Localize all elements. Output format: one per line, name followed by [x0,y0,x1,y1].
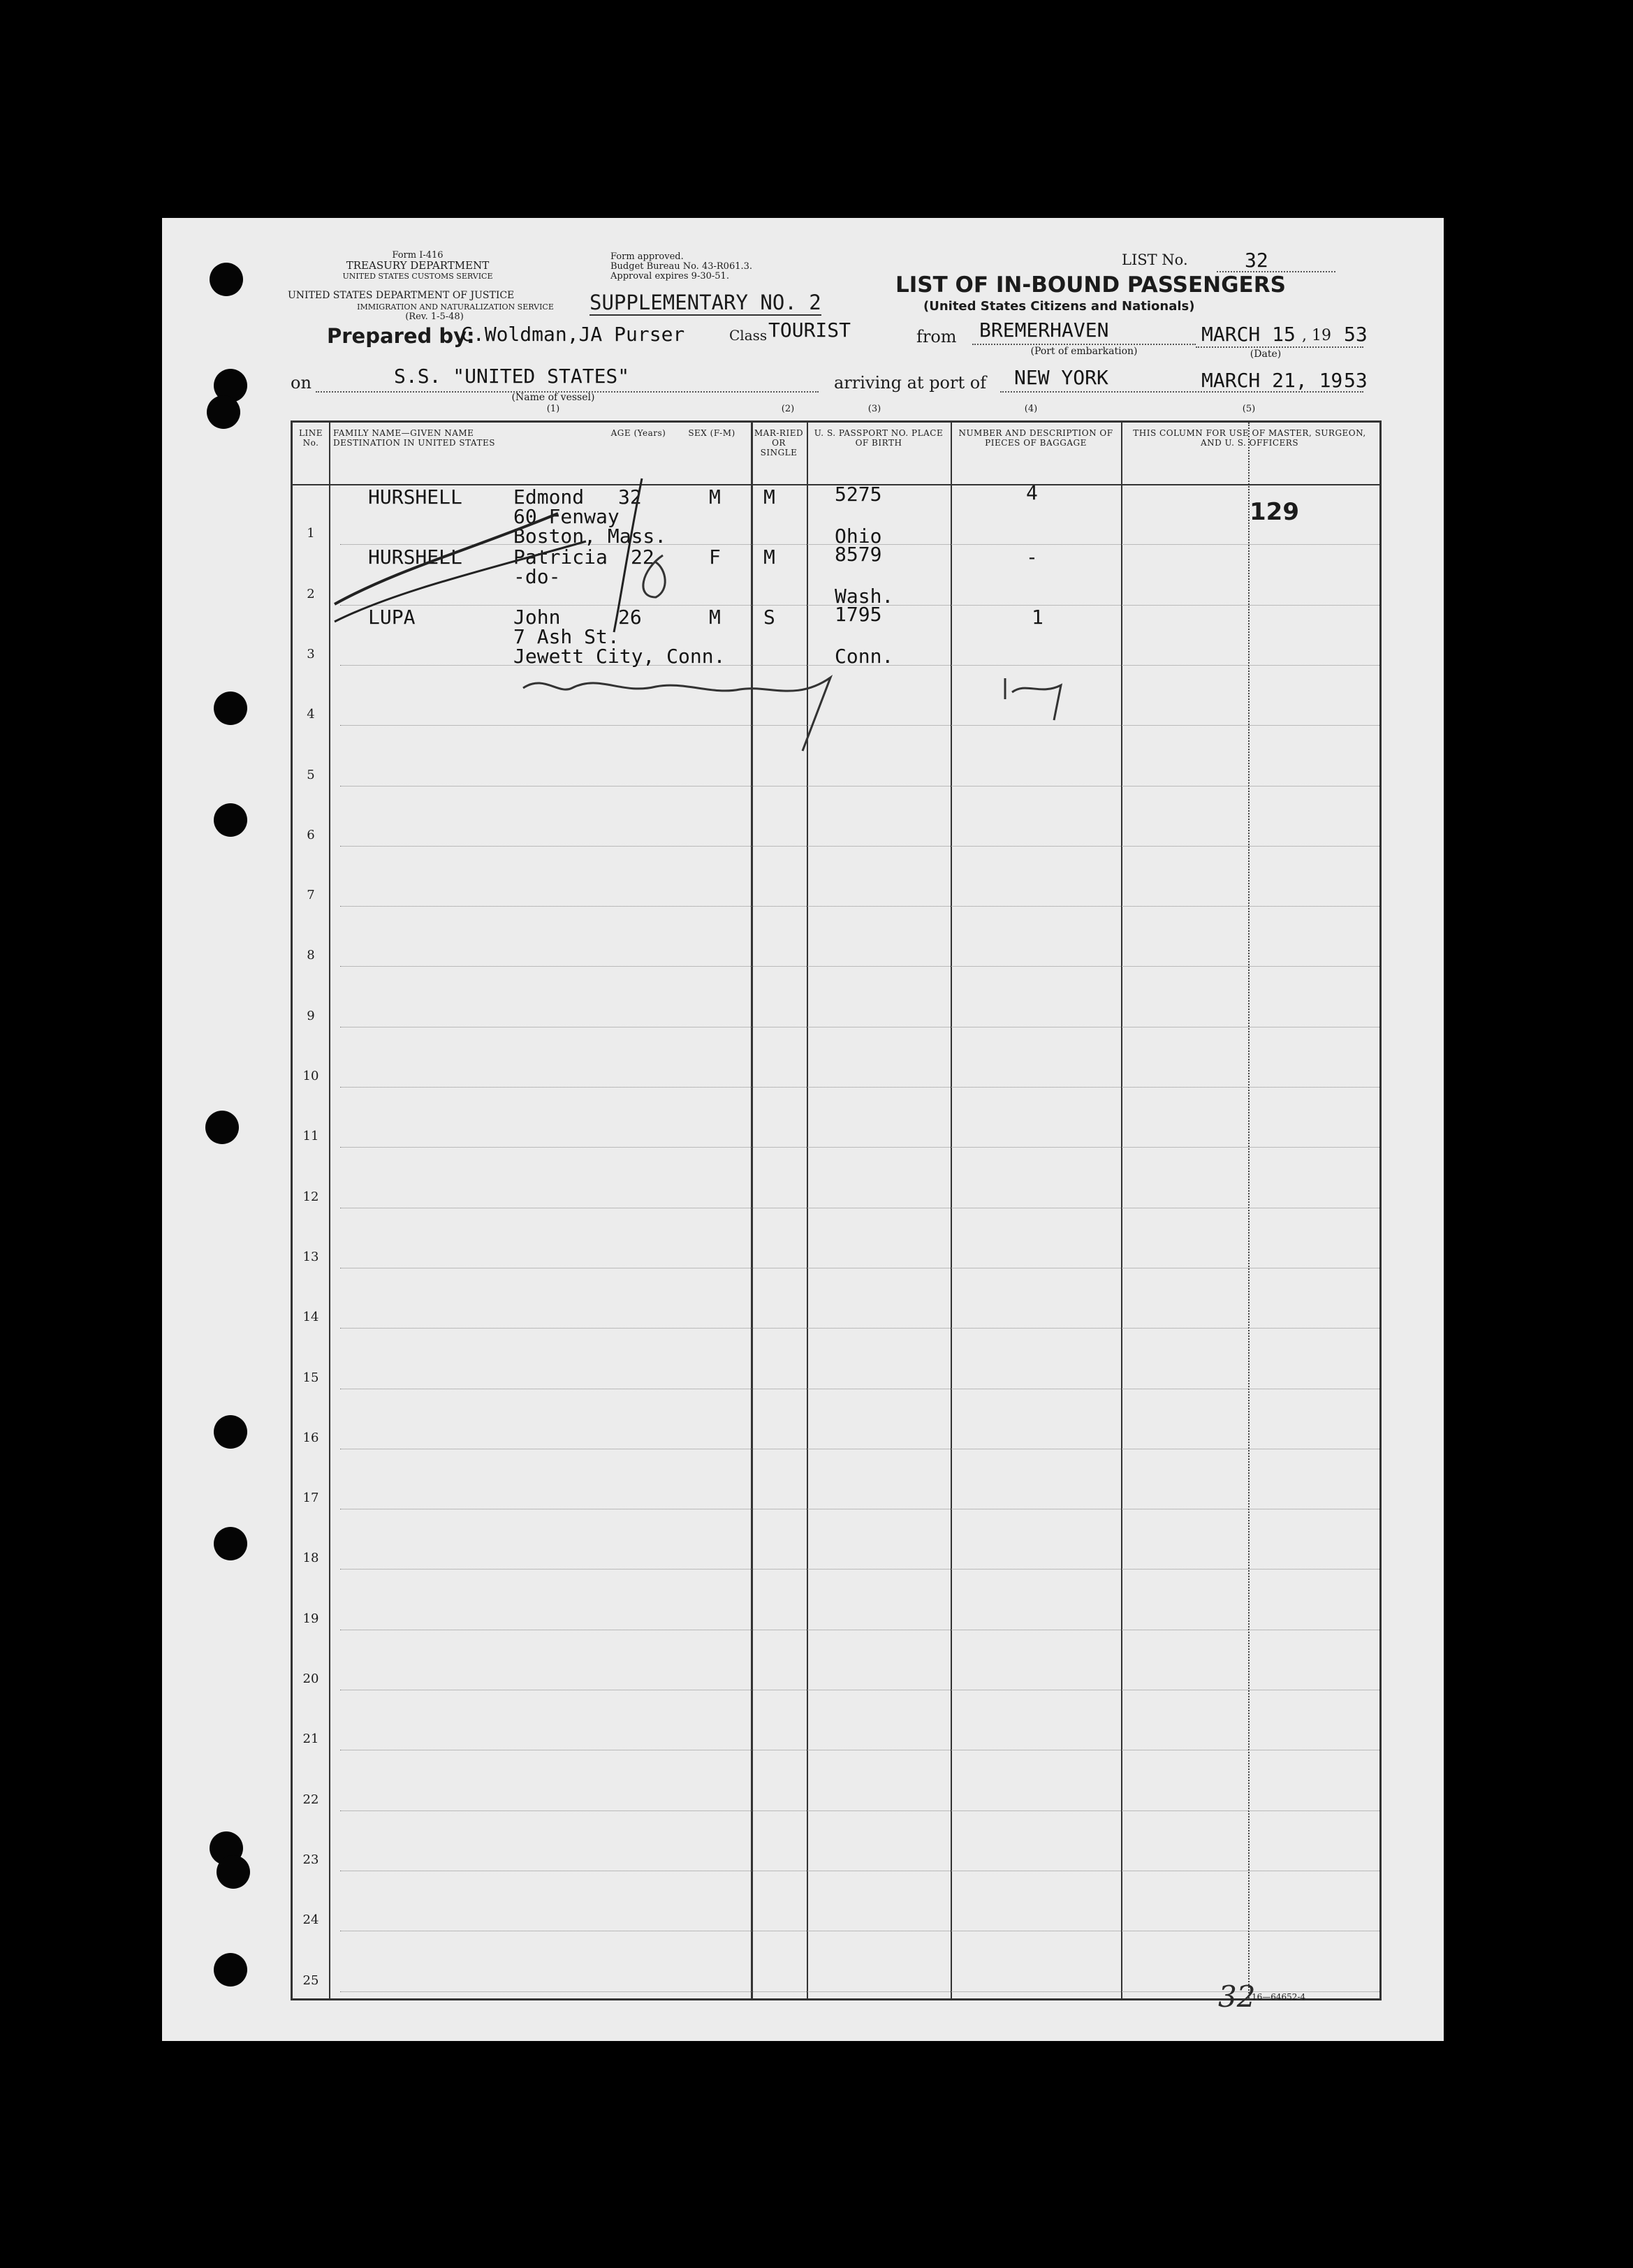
passenger-1-birthplace: Ohio [835,525,882,548]
line-number: 8 [307,948,315,963]
line-number: 6 [307,827,315,842]
row-separator [340,786,1379,787]
line-number: 14 [302,1310,319,1325]
passenger-table [291,420,1382,2000]
col-num-2: (2) [781,404,795,414]
from-label: from [916,327,957,346]
passenger-2-addr1: -do- [513,565,561,588]
col-num-4: (4) [1024,404,1038,414]
revision-date: (Rev. 1-5-48) [405,312,464,322]
passenger-3-sex: M [709,606,721,629]
row-separator [340,966,1379,967]
header-sex: SEX (F-M) [688,428,735,438]
arrival-port: NEW YORK [1014,366,1108,389]
passenger-1-baggage: 4 [1026,481,1038,504]
on-label: on [291,373,312,393]
row-separator [340,1087,1379,1088]
passenger-3-addr1: 7 Ash St. [513,625,620,648]
passenger-2-family: HURSHELL [368,546,462,569]
header-line-no: LINE No. [299,428,323,448]
justice-department: UNITED STATES DEPARTMENT OF JUSTICE [288,290,515,301]
header-baggage: NUMBER AND DESCRIPTION OF PIECES OF BAGGAGE [958,428,1113,448]
passenger-2-sex: F [709,546,721,569]
baggage-check-mark [998,671,1082,727]
passenger-1-family: HURSHELL [368,485,462,509]
customs-service: UNITED STATES CUSTOMS SERVICE [342,272,493,281]
officers-col-divider [1248,423,1250,1998]
manifest-sheet [162,218,1444,2041]
arrival-year: 53 [1344,369,1368,392]
line-number: 11 [302,1129,319,1144]
row-separator [340,1328,1379,1329]
punch-hole [214,803,247,837]
arriving-label: arriving at port of [834,373,987,393]
passenger-2-age: 22 [631,546,654,569]
list-number-label: LIST No. [1122,251,1188,268]
punch-hole [214,1415,247,1449]
passenger-1-passport: 5275 [835,483,882,506]
line-number: 9 [307,1008,315,1023]
line-number: 2 [307,586,315,601]
header-name: FAMILY NAME—GIVEN NAME DESTINATION IN UNITED STATES [333,428,495,448]
passenger-3-birthplace: Conn. [835,645,894,668]
passenger-1-officer-note: 129 [1250,498,1299,526]
line-number: 21 [302,1732,319,1747]
handwritten-marks [293,464,921,758]
row-separator [340,1147,1379,1148]
line-number: 5 [307,767,315,782]
header-passport: U. S. PASSPORT NO. PLACE OF BIRTH [814,428,944,448]
line-number: 10 [302,1069,319,1083]
arrival-line [1000,391,1363,393]
date-note: (Date) [1250,349,1282,360]
manifest-title: LIST OF IN-BOUND PASSENGERS [895,272,1286,298]
departure-year: 53 [1344,323,1368,346]
line-number: 7 [307,888,315,903]
line-number: 19 [302,1611,319,1626]
manifest-subtitle: (United States Citizens and Nationals) [923,299,1195,314]
form-number: Form I-416 [392,250,444,261]
date-line [1196,346,1363,348]
row-separator [340,846,1379,847]
passenger-3-baggage: 1 [1032,606,1043,629]
line-number: 22 [302,1792,319,1807]
passenger-1-marital: M [763,485,775,509]
passenger-3-passport: 1795 [835,603,882,626]
approval-expires: Approval expires 9-30-51. [610,271,729,281]
form-print-code: 16—64652-4 [1252,1992,1306,2002]
line-number: 18 [302,1551,319,1566]
col-num-1: (1) [546,404,560,414]
header-officers: THIS COLUMN FOR USE OF MASTER, SURGEON, AND U. S. OFFICERS [1133,428,1366,448]
budget-bureau: Budget Bureau No. 43-R061.3. [610,261,753,272]
departure-date: MARCH 15 [1201,323,1296,346]
line-number: 20 [302,1671,319,1686]
header-age: AGE (Years) [610,428,666,438]
punch-hole [205,1111,239,1144]
punch-hole [214,1953,247,1987]
punch-hole [207,395,240,429]
class-label: Class [729,327,768,344]
punch-hole [214,692,247,725]
passenger-2-marital: M [763,546,775,569]
line-number: 17 [302,1491,319,1506]
passenger-1-addr1: 60 Fenway [513,505,620,528]
line-number: 3 [307,646,315,661]
handwritten-list-number: 32 [1218,1980,1256,2014]
row-separator [340,906,1379,907]
treasury-department: TREASURY DEPARTMENT [346,259,490,272]
line-number: 15 [302,1370,319,1385]
passenger-1-addr2: Boston, Mass. [513,525,667,548]
immigration-service: IMMIGRATION AND NATURALIZATION SERVICE [357,302,554,312]
vessel-note: (Name of vessel) [511,392,595,403]
form-approved: Form approved. [610,251,684,262]
prepared-by: C.Woldman,JA Purser [461,323,685,346]
line-number: 12 [302,1189,319,1204]
punch-hole [214,1527,247,1560]
punch-hole [217,1855,250,1889]
port-of-embarkation-note: (Port of embarkation) [1030,346,1138,357]
line-number: 4 [307,707,315,722]
passenger-3-addr2: Jewett City, Conn. [513,645,726,668]
passenger-2-birthplace: Wash. [835,585,894,608]
vessel-name: S.S. "UNITED STATES" [394,365,630,388]
passport-col-border [951,423,952,1998]
arrival-date: MARCH 21, 19 [1201,369,1343,392]
col-num-5: (5) [1242,404,1256,414]
list-number: 32 [1245,249,1268,272]
passenger-2-given: Patricia [513,546,608,569]
row-separator [340,1569,1379,1570]
passenger-2-passport: 8579 [835,543,882,566]
passenger-3-family: LUPA [368,606,416,629]
prepared-by-label: Prepared by: [327,324,475,348]
passenger-1-age: 32 [618,485,642,509]
passenger-1-sex: M [709,485,721,509]
line-number: 1 [307,526,315,541]
passenger-2-baggage: - [1026,546,1038,569]
departure-year-prefix: , 19 [1302,327,1331,344]
line-number: 25 [302,1973,319,1988]
line-number: 24 [302,1912,319,1928]
baggage-col-border [1121,423,1122,1998]
supplementary-number: SUPPLEMENTARY NO. 2 [590,291,821,314]
line-number: 13 [302,1249,319,1264]
line-number: 16 [302,1430,319,1445]
passenger-3-marital: S [763,606,775,629]
embarkation-line [972,344,1196,345]
header-married: MAR-RIED OR SINGLE [754,428,804,458]
line-number: 23 [302,1852,319,1867]
passenger-1-given: Edmond [513,485,585,509]
passenger-3-given: John [513,606,561,629]
embarkation-port: BREMERHAVEN [979,319,1109,342]
passenger-class: TOURIST [768,319,851,342]
punch-hole [210,263,243,296]
passenger-3-age: 26 [618,606,642,629]
col-num-3: (3) [867,404,881,414]
row-separator [340,1810,1379,1811]
